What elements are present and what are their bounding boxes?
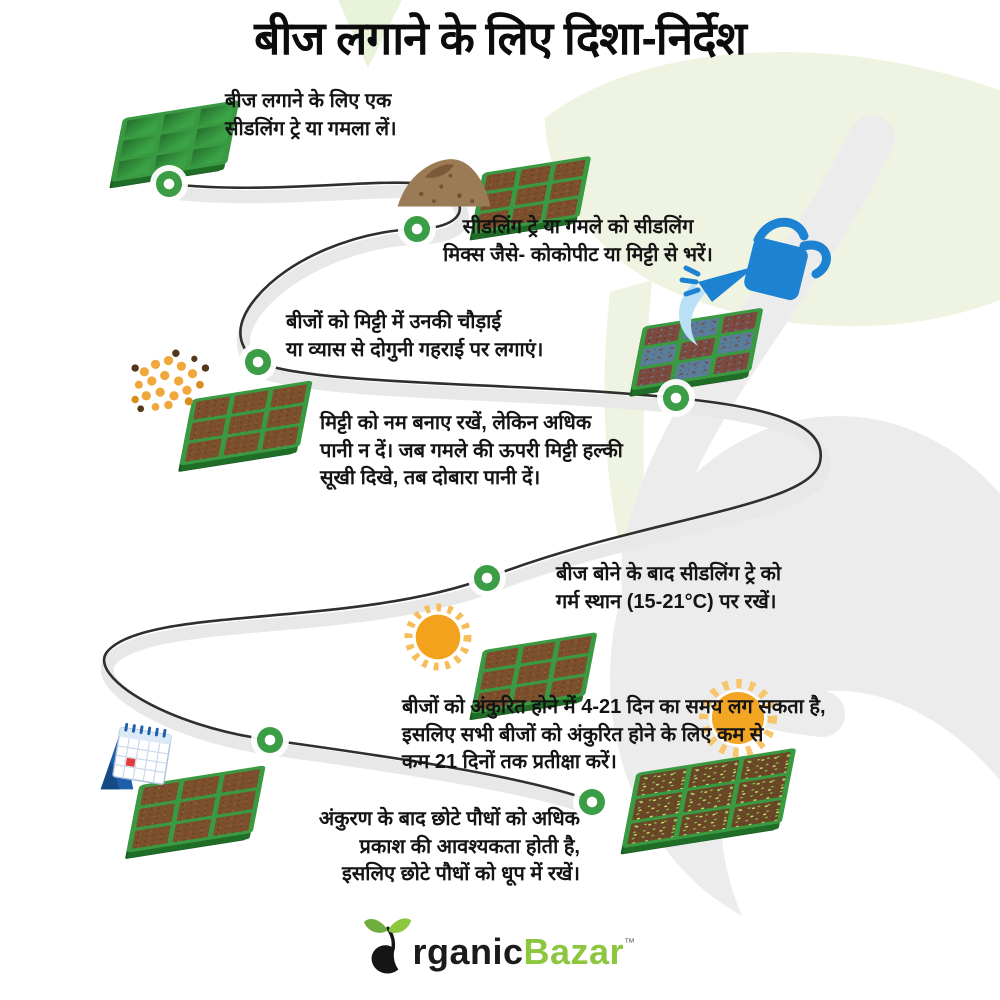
text-line: बीजों को मिट्टी में उनकी चौड़ाई [286, 311, 502, 333]
step-2-text [430, 214, 726, 269]
tray-cell [515, 185, 548, 206]
text-line: अंकुरण के बाद छोटे पौधों को अधिक [318, 808, 580, 830]
text-line: इसलिए छोटे पौधों को धूप में रखें। [341, 863, 580, 886]
step-dot-6 [257, 727, 283, 753]
tray-cell [217, 791, 256, 815]
brand-name-black: rganic [412, 931, 524, 972]
soil-pile-icon [394, 149, 494, 215]
tray-cell [232, 390, 269, 413]
tray-cell [132, 825, 171, 849]
tray-cell [189, 417, 226, 440]
tray-cell [185, 439, 222, 462]
tray-cell [549, 179, 582, 200]
tray-cell [213, 812, 252, 836]
text-line: कम 21 दिनों तक प्रतीक्षा करें। [402, 751, 617, 774]
tray-cell [136, 803, 175, 827]
text-line: प्रकाश की आवश्यकता होती है, [359, 835, 580, 858]
tray-cell [675, 358, 712, 380]
text-line: बीज लगाने के लिए एक [225, 90, 392, 112]
text-line: सूखी दिखे, तब दोबारा पानी दें। [320, 467, 541, 490]
text-line: मिट्टी को नम बनाए रखें, लेकिन अधिक [320, 412, 592, 434]
tray-cell [157, 130, 193, 152]
tray-cell [679, 808, 730, 836]
tray-cell [221, 769, 260, 793]
step-7-text [268, 806, 580, 889]
tray-cell [116, 156, 152, 178]
tray-cell [262, 426, 299, 449]
tray-cell [270, 384, 307, 407]
tray-cell [266, 405, 303, 428]
tray-cell [636, 364, 673, 386]
text-line: सीडलिंग ट्रे या गमले को सीडलिंग [462, 216, 694, 238]
tray-cell [553, 160, 586, 181]
text-line: बीज बोने के बाद सीडलिंग ट्रे को [556, 563, 782, 585]
tray-cell [124, 116, 160, 138]
step-dot-4 [663, 385, 689, 411]
tray-cell [484, 647, 519, 669]
tray-cell [627, 816, 678, 844]
trademark-symbol: ™ [624, 937, 636, 949]
tray-cell [161, 110, 197, 132]
tray-cell [227, 411, 264, 434]
step-6-text [402, 694, 882, 777]
text-line: बीजों को अंकुरित होने में 4-21 दिन का समय लग सकता है, [402, 696, 826, 718]
tray-cell [120, 136, 156, 158]
text-line: गर्म स्थान (15-21°C) पर रखें। [556, 590, 777, 613]
brand-wordmark [412, 931, 636, 974]
tray-cell [181, 775, 220, 799]
text-line: या व्यास से दोगुनी गहराई पर लगाएं। [286, 338, 544, 361]
tray-cell [480, 668, 515, 690]
text-line: पानी न दें। जब गमले की ऊपरी मिट्टी हल्की [320, 439, 623, 462]
tray-cell [223, 432, 260, 455]
text-line: मिक्स जैसे- कोकोपीट या मिट्टी से भरें। [443, 243, 713, 266]
sun-icon [402, 601, 474, 673]
tray-cell [153, 150, 189, 172]
tray-cell [518, 165, 551, 186]
tray-cell [176, 797, 215, 821]
tray-cell [713, 352, 750, 374]
step-dot-3 [245, 349, 271, 375]
step-5-text [556, 561, 866, 616]
step-dot-2 [404, 216, 430, 242]
sprout-seed-icon [364, 918, 412, 974]
step-dot-5 [474, 565, 500, 591]
page-title: बीज लगाने के लिए दिशा-निर्देश [254, 12, 746, 64]
tray-cell [731, 800, 782, 828]
step-1-text [225, 88, 465, 143]
brand-logo [0, 918, 1000, 974]
tray-cell [172, 819, 211, 843]
tray-cell [190, 144, 226, 166]
step-3-text [286, 309, 606, 364]
brand-name-green: Bazar [523, 931, 625, 972]
tray-cell [553, 656, 588, 678]
step-dot-7 [579, 789, 605, 815]
calendar-icon [92, 712, 178, 798]
step-dot-1 [156, 171, 182, 197]
tray-cell [517, 662, 552, 684]
seeds-icon [127, 344, 221, 418]
text-line: सीडलिंग ट्रे या गमला लें। [225, 117, 397, 140]
tray-cell [520, 642, 555, 664]
tray-cell [557, 636, 592, 658]
step-4-text [320, 410, 690, 493]
text-line: इसलिए सभी बीजों को अंकुरित होने के लिए कम से [402, 723, 764, 746]
